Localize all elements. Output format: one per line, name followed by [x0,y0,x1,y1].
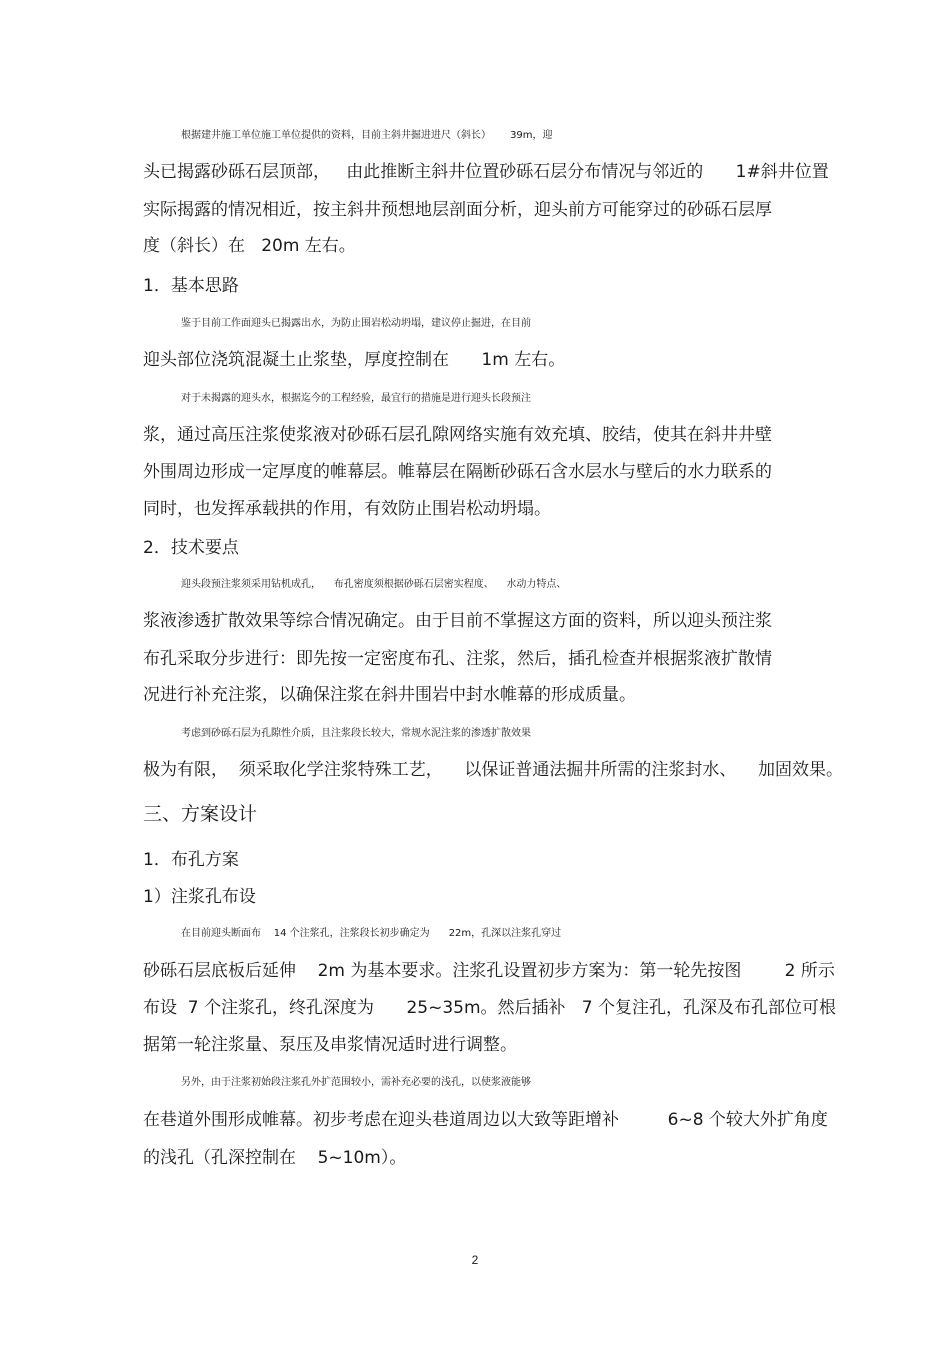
paragraph-6-line-1: 在目前迎头断面布 14 个注浆孔，注浆段长初步确定为 22m，孔深以注浆孔穿过 [181,928,562,939]
subheading-grout-holes: 1）注浆孔布设 [143,887,256,907]
paragraph-1-line-3: 实际揭露的情况相近，按主斜井预想地层剖面分析，迎头前方可能穿过的砂砾石层厚 [143,200,772,220]
paragraph-1-line-4: 度（斜长）在 20m 左右。 [143,236,356,256]
paragraph-2-line-1: 鉴于目前工作面迎头已揭露出水，为防止围岩松动坍塌，建议停止掘进，在目前 [181,318,531,329]
paragraph-4-line-4: 况进行补充注浆，以确保注浆在斜井围岩中封水帷幕的形成质量。 [143,685,636,705]
paragraph-7-line-1: 另外，由于注浆初始段注浆孔外扩范围较小，需补充必要的浅孔，以使浆液能够 [181,1077,531,1088]
paragraph-3-line-1: 对于未揭露的迎头水，根据迄今的工程经验，最宜行的措施是进行迎头长段预注 [181,393,531,404]
paragraph-6-line-2: 砂砾石层底板后延伸 2m 为基本要求。注浆孔设置初步方案为：第一轮先按图 2 所示 [143,961,835,981]
paragraph-4-line-3: 布孔采取分步进行：即先按一定密度布孔、注浆，然后，插孔检查并根据浆液扩散情 [143,649,772,669]
paragraph-1-line-2: 头已揭露砂砾石层顶部， 由此推断主斜井位置砂砾石层分布情况与邻近的 1#斜井位置 [143,162,829,182]
paragraph-5-line-1: 考虑到砂砾石层为孔隙性介质，且注浆段长较大，常规水泥注浆的渗透扩散效果 [181,728,531,739]
paragraph-7-line-3: 的浅孔（孔深控制在 5~10m）。 [143,1148,407,1168]
paragraph-2-line-2: 迎头部位浇筑混凝土止浆垫，厚度控制在 1m 左右。 [143,350,566,370]
paragraph-1-line-1: 根据建井施工单位施工单位提供的资料，目前主斜井掘进进尺（斜长） 39m，迎 [181,130,553,141]
paragraph-5-line-2: 极为有限， 须采取化学注浆特殊工艺， 以保证普通法掘井所需的注浆封水、 加固效果。 [143,760,844,780]
paragraph-4-line-2: 浆液渗透扩散效果等综合情况确定。由于目前不掌握这方面的资料，所以迎头预注浆 [143,611,772,631]
paragraph-6-line-3: 布设 7 个注浆孔，终孔深度为 25~35m。然后插补 7 个复注孔，孔深及布孔部位可根 [143,998,836,1018]
heading-hole-layout: 1．布孔方案 [143,850,239,870]
paragraph-3-line-2: 浆，通过高压注浆使浆液对砂砾石层孔隙网络实施有效充填、胶结，使其在斜井井壁 [143,425,772,445]
paragraph-3-line-3: 外围周边形成一定厚度的帷幕层。帷幕层在隔断砂砾石含水层水与壁后的水力联系的 [143,462,772,482]
heading-basic-idea: 1．基本思路 [143,276,239,296]
paragraph-4-line-1: 迎头段预注浆须采用钻机成孔， 布孔密度须根据砂砾石层密实程度、 水动力特点、 [181,579,567,590]
section-heading-design: 三、方案设计 [143,803,258,825]
paragraph-3-line-4: 同时，也发挥承载拱的作用，有效防止围岩松动坍塌。 [143,499,551,519]
heading-technical-points: 2．技术要点 [143,538,239,558]
page-number: 2 [471,1253,479,1267]
paragraph-6-line-4: 据第一轮注浆量、泵压及串浆情况适时进行调整。 [143,1035,517,1055]
paragraph-7-line-2: 在巷道外围形成帷幕。初步考虑在迎头巷道周边以大致等距增补 6~8 个较大外扩角度 [143,1110,828,1130]
